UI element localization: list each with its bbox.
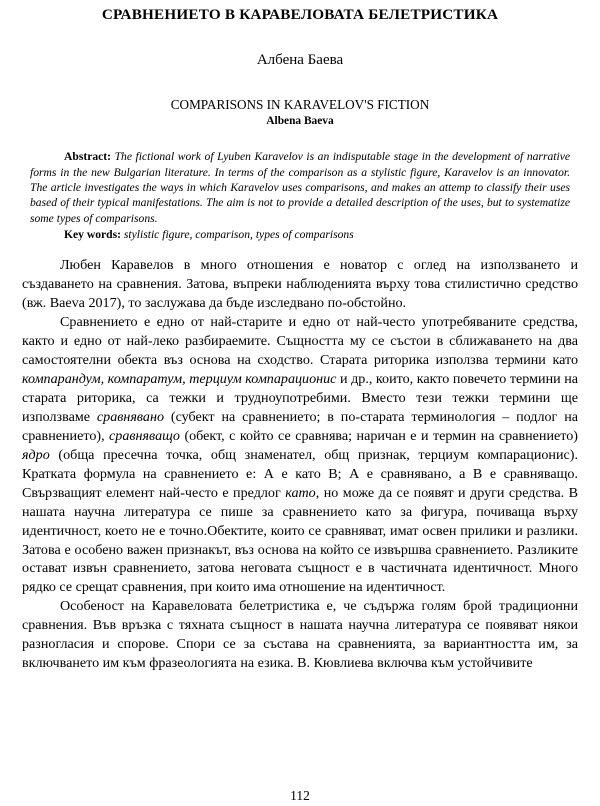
keywords-label: Key words: xyxy=(64,227,121,241)
page-title-english: COMPARISONS IN KARAVELOV'S FICTION xyxy=(170,97,430,113)
page-title-bulgarian: СРАВНЕНИЕТО В КАРАВЕЛОВАТА БЕЛЕТРИСТИКА xyxy=(101,6,499,23)
body-paragraph xyxy=(22,313,578,597)
abstract-block xyxy=(30,149,570,242)
body-text-run: Любен Каравелов в много отношения е новатор с оглед на използването и създаването на сравнения. Затова, въпреки наблюденията върху това стилистично средство (вж. Baeva 2017), то заслужава да бъде изследвано по-обстойно. xyxy=(22,257,578,312)
emphasized-term: като xyxy=(285,484,316,501)
abstract-text: The fictional work of Lyuben Karavelov is an indisputable stage in the development of narrative forms in the new Bulgarian literature. In terms of the comparison as a stylistic figure, Karavelov is an innovator. The article investigates the ways in which Karavelov uses comparisons, and makes an attemp to classify their uses based of their typical manifestations. The aim is not to provide a detailed description of the uses, but to systematize some types of comparisons. xyxy=(30,150,570,225)
abstract-paragraph xyxy=(30,149,570,225)
abstract-label: Abstract: xyxy=(64,150,112,164)
emphasized-term: ядро xyxy=(22,446,50,463)
keywords-text: stylistic figure, comparison, types of comparisons xyxy=(121,227,354,241)
body-paragraph xyxy=(22,256,578,313)
body-text-run: (обща пресечна точка, общ знаменател, общ признак, терциум компарационис). Краткaта формула на сравнението е: А е като В; А е сравнявано, а В е сравняващо. Свързващият елемент най-често е предлог xyxy=(22,446,578,501)
body-text-run: (субект на сравнението; в по-старата терминология – подлог на сравнението), xyxy=(22,408,578,444)
body-text-run: , но може да се появят и други средства. В нашата научна литература се пише за сравнението като за фигура, почиваща върху идентичност, което не е точно.Обектите, които се сравняват, имат освен прилики и разлики. Затова е особено важен признакът, въз основа на който се извършва сравнението. Разликите остават извън сравнението, затова неговата същност е в частичната идентичност. Много рядко се срещат сравнения, при които има отношение на идентичност. xyxy=(22,484,578,596)
page-number: 112 xyxy=(290,788,310,804)
emphasized-term: сравняващо xyxy=(109,427,180,444)
body-text-run: Особеност на Каравеловата белетристика е, че съдържа голям брой традиционни сравнения. Във връзка с тяхната същност в нашата научна литература се появяват някои разногласия и спорове. Спори се за състава на сравненията, за вариантността им, за включването им към фразеологията на езика. В. Кювлиева включва към устойчивите xyxy=(22,598,578,672)
body-text-run: и др., които, както повечето термини на старата риторика, са тежки и трудноупотребими. Вместо тези тежки термини ще използваме xyxy=(22,370,579,425)
body-text-run: (обект, с който се сравнява; наричан е и термин на сравнението) xyxy=(179,427,578,444)
author-bulgarian: Албена Баева xyxy=(256,52,344,69)
body-paragraph xyxy=(22,597,578,673)
keywords-paragraph xyxy=(30,227,570,242)
emphasized-term: сравнявано xyxy=(96,408,165,425)
author-english: Albena Baeva xyxy=(266,114,334,127)
emphasized-term: компарандум, компаратум, терциум компарационис xyxy=(22,370,337,387)
body-text xyxy=(22,256,578,673)
document-page xyxy=(0,6,600,806)
body-text-run: Сравнението е едно от най-старите и едно от най-често употребяваните средства, както и едно от най-леко разбираемите. Същността му се състои в сближаването на два самостоятелни обекта въз основа на сходство. Старата риторика използва термини като xyxy=(22,314,578,368)
